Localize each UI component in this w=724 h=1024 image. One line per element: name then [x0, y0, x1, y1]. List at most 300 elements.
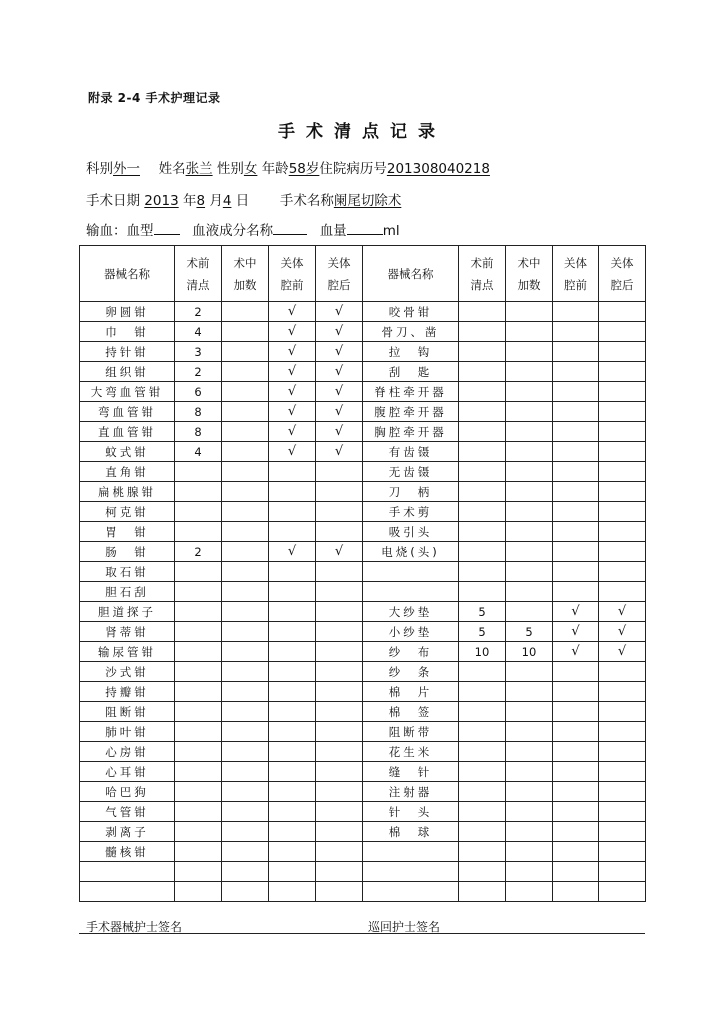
right-name-cell: 纱 布 — [363, 642, 459, 662]
component-blank — [273, 222, 307, 235]
left-mid-add-cell — [222, 482, 269, 502]
left-after-close-cell — [316, 742, 363, 762]
left-before-close-cell — [269, 462, 316, 482]
left-pre-count-cell: 6 — [175, 382, 222, 402]
table-row — [80, 542, 646, 562]
left-name-cell: 肾蒂钳 — [80, 622, 175, 642]
left-after-close-cell — [316, 502, 363, 522]
left-pre-count-cell — [175, 702, 222, 722]
header-after-close-right: 关体 腔后 — [599, 246, 646, 302]
left-before-close-cell: √ — [269, 322, 316, 342]
right-before-close-cell — [553, 802, 599, 822]
right-after-close-cell — [599, 362, 646, 382]
table-row — [80, 582, 646, 602]
right-name-cell: 有齿镊 — [363, 442, 459, 462]
record-label: 住院病历号 — [319, 161, 387, 177]
table-row — [80, 482, 646, 502]
right-mid-add-cell — [506, 742, 553, 762]
right-after-close-cell: √ — [599, 622, 646, 642]
left-after-close-cell — [316, 462, 363, 482]
right-before-close-cell — [553, 542, 599, 562]
header-mid-add: 术中 加数 — [222, 246, 269, 302]
left-before-close-cell — [269, 782, 316, 802]
right-after-close-cell — [599, 562, 646, 582]
table-row — [80, 882, 646, 902]
right-name-cell: 无齿镊 — [363, 462, 459, 482]
right-before-close-cell — [553, 862, 599, 882]
right-name-cell: 拉 钩 — [363, 342, 459, 362]
right-before-close-cell — [553, 522, 599, 542]
volume-label: 血量 — [319, 223, 347, 239]
left-after-close-cell — [316, 662, 363, 682]
left-mid-add-cell — [222, 502, 269, 522]
header-instrument-name: 器械名称 — [80, 246, 175, 302]
left-after-close-cell — [316, 822, 363, 842]
day-label: 日 — [235, 193, 250, 209]
right-after-close-cell — [599, 302, 646, 322]
right-mid-add-cell — [506, 842, 553, 862]
left-mid-add-cell — [222, 682, 269, 702]
left-pre-count-cell — [175, 602, 222, 622]
right-pre-count-cell — [459, 482, 506, 502]
date-day: 4 — [222, 193, 232, 209]
right-after-close-cell: √ — [599, 642, 646, 662]
left-name-cell: 肺叶钳 — [80, 722, 175, 742]
left-mid-add-cell — [222, 382, 269, 402]
left-pre-count-cell: 4 — [175, 322, 222, 342]
right-pre-count-cell — [459, 742, 506, 762]
surgery-value: 阑尾切除术 — [333, 193, 402, 209]
right-before-close-cell — [553, 822, 599, 842]
right-pre-count-cell — [459, 662, 506, 682]
date-label: 手术日期 — [86, 193, 140, 209]
right-pre-count-cell — [459, 502, 506, 522]
page-title: 手术清点记录 — [278, 122, 446, 142]
table-row — [80, 322, 646, 342]
right-mid-add-cell: 10 — [506, 642, 553, 662]
right-after-close-cell — [599, 322, 646, 342]
left-after-close-cell: √ — [316, 382, 363, 402]
left-name-cell: 剥离子 — [80, 822, 175, 842]
surgery-label: 手术名称 — [279, 193, 334, 209]
right-before-close-cell: √ — [553, 622, 599, 642]
left-after-close-cell: √ — [316, 442, 363, 462]
left-pre-count-cell — [175, 762, 222, 782]
volume-blank — [347, 222, 383, 235]
instrument-count-table — [79, 245, 646, 902]
name-value: 张兰 — [185, 161, 213, 177]
right-after-close-cell — [599, 482, 646, 502]
left-pre-count-cell: 8 — [175, 422, 222, 442]
right-before-close-cell — [553, 442, 599, 462]
right-mid-add-cell — [506, 702, 553, 722]
right-mid-add-cell — [506, 522, 553, 542]
left-name-cell: 沙式钳 — [80, 662, 175, 682]
right-mid-add-cell: 5 — [506, 622, 553, 642]
left-name-cell: 直角钳 — [80, 462, 175, 482]
right-pre-count-cell — [459, 322, 506, 342]
left-name-cell: 巾 钳 — [80, 322, 175, 342]
table-row — [80, 822, 646, 842]
left-after-close-cell: √ — [316, 322, 363, 342]
right-after-close-cell — [599, 862, 646, 882]
left-before-close-cell — [269, 702, 316, 722]
left-after-close-cell — [316, 782, 363, 802]
left-pre-count-cell — [175, 882, 222, 902]
left-before-close-cell: √ — [269, 302, 316, 322]
left-before-close-cell: √ — [269, 382, 316, 402]
right-before-close-cell — [553, 702, 599, 722]
table-row — [80, 402, 646, 422]
header-after-close: 关体 腔后 — [316, 246, 363, 302]
left-mid-add-cell — [222, 422, 269, 442]
header-pre-count: 术前 清点 — [175, 246, 222, 302]
right-after-close-cell — [599, 842, 646, 862]
left-name-cell — [80, 882, 175, 902]
sex-value: 女 — [243, 161, 258, 177]
left-before-close-cell: √ — [269, 542, 316, 562]
right-after-close-cell — [599, 522, 646, 542]
sex-label: 性别 — [216, 161, 244, 177]
left-pre-count-cell — [175, 642, 222, 662]
left-mid-add-cell — [222, 802, 269, 822]
left-name-cell: 弯血管钳 — [80, 402, 175, 422]
right-before-close-cell — [553, 382, 599, 402]
left-before-close-cell: √ — [269, 422, 316, 442]
left-before-close-cell — [269, 562, 316, 582]
age-value: 58岁 — [288, 161, 320, 177]
left-pre-count-cell — [175, 522, 222, 542]
right-pre-count-cell — [459, 722, 506, 742]
right-pre-count-cell — [459, 862, 506, 882]
left-after-close-cell — [316, 602, 363, 622]
left-mid-add-cell — [222, 402, 269, 422]
header-before-close-right: 关体 腔前 — [553, 246, 599, 302]
table-row — [80, 702, 646, 722]
right-before-close-cell — [553, 422, 599, 442]
left-name-cell: 心房钳 — [80, 742, 175, 762]
table-row — [80, 842, 646, 862]
right-pre-count-cell — [459, 782, 506, 802]
right-name-cell: 棉 片 — [363, 682, 459, 702]
left-pre-count-cell — [175, 682, 222, 702]
right-pre-count-cell — [459, 542, 506, 562]
left-name-cell: 胆道探子 — [80, 602, 175, 622]
left-mid-add-cell — [222, 662, 269, 682]
right-name-cell: 刀 柄 — [363, 482, 459, 502]
right-name-cell: 脊柱牵开器 — [363, 382, 459, 402]
right-before-close-cell — [553, 482, 599, 502]
left-after-close-cell: √ — [316, 542, 363, 562]
name-label: 姓名 — [158, 161, 186, 177]
left-name-cell: 阻断钳 — [80, 702, 175, 722]
left-mid-add-cell — [222, 462, 269, 482]
left-before-close-cell: √ — [269, 362, 316, 382]
right-mid-add-cell — [506, 582, 553, 602]
right-name-cell: 棉 签 — [363, 702, 459, 722]
table-header-row — [80, 246, 646, 302]
left-name-cell: 大弯血管钳 — [80, 382, 175, 402]
table-row — [80, 362, 646, 382]
right-name-cell — [363, 562, 459, 582]
left-after-close-cell — [316, 682, 363, 702]
left-mid-add-cell — [222, 522, 269, 542]
left-pre-count-cell — [175, 562, 222, 582]
component-label: 血液成分名称 — [192, 223, 274, 239]
right-before-close-cell — [553, 582, 599, 602]
right-pre-count-cell — [459, 682, 506, 702]
right-mid-add-cell — [506, 682, 553, 702]
volume-unit: ml — [382, 223, 400, 239]
left-pre-count-cell — [175, 502, 222, 522]
right-after-close-cell — [599, 722, 646, 742]
left-pre-count-cell: 2 — [175, 542, 222, 562]
right-after-close-cell — [599, 762, 646, 782]
left-pre-count-cell — [175, 462, 222, 482]
right-after-close-cell — [599, 462, 646, 482]
table-row — [80, 302, 646, 322]
left-before-close-cell — [269, 842, 316, 862]
table-row — [80, 802, 646, 822]
right-after-close-cell — [599, 422, 646, 442]
right-name-cell: 胸腔牵开器 — [363, 422, 459, 442]
right-before-close-cell — [553, 782, 599, 802]
left-mid-add-cell — [222, 882, 269, 902]
table-row — [80, 562, 646, 582]
right-after-close-cell — [599, 382, 646, 402]
right-pre-count-cell — [459, 362, 506, 382]
left-name-cell: 取石钳 — [80, 562, 175, 582]
right-pre-count-cell: 5 — [459, 622, 506, 642]
footer-rule — [79, 933, 645, 934]
left-after-close-cell — [316, 882, 363, 902]
year-label: 年 — [182, 193, 197, 209]
left-name-cell: 组织钳 — [80, 362, 175, 382]
right-after-close-cell — [599, 682, 646, 702]
right-name-cell: 刮 匙 — [363, 362, 459, 382]
right-before-close-cell — [553, 362, 599, 382]
left-before-close-cell — [269, 642, 316, 662]
left-name-cell: 肠 钳 — [80, 542, 175, 562]
right-mid-add-cell — [506, 502, 553, 522]
right-before-close-cell — [553, 562, 599, 582]
right-before-close-cell — [553, 402, 599, 422]
right-mid-add-cell — [506, 782, 553, 802]
right-mid-add-cell — [506, 862, 553, 882]
right-pre-count-cell — [459, 422, 506, 442]
right-name-cell — [363, 882, 459, 902]
left-after-close-cell — [316, 702, 363, 722]
left-after-close-cell — [316, 762, 363, 782]
left-mid-add-cell — [222, 602, 269, 622]
left-mid-add-cell — [222, 442, 269, 462]
left-name-cell: 心耳钳 — [80, 762, 175, 782]
right-before-close-cell — [553, 662, 599, 682]
left-pre-count-cell: 8 — [175, 402, 222, 422]
table-row — [80, 682, 646, 702]
left-mid-add-cell — [222, 342, 269, 362]
right-name-cell: 吸引头 — [363, 522, 459, 542]
right-name-cell: 咬骨钳 — [363, 302, 459, 322]
left-after-close-cell: √ — [316, 302, 363, 322]
right-pre-count-cell — [459, 342, 506, 362]
right-pre-count-cell — [459, 802, 506, 822]
left-pre-count-cell: 2 — [175, 362, 222, 382]
left-mid-add-cell — [222, 642, 269, 662]
right-mid-add-cell — [506, 402, 553, 422]
right-name-cell: 注射器 — [363, 782, 459, 802]
left-mid-add-cell — [222, 702, 269, 722]
left-before-close-cell — [269, 762, 316, 782]
right-before-close-cell: √ — [553, 642, 599, 662]
left-before-close-cell — [269, 622, 316, 642]
circulating-nurse-signature-label: 巡回护士签名 — [368, 920, 441, 934]
right-pre-count-cell: 5 — [459, 602, 506, 622]
right-before-close-cell — [553, 882, 599, 902]
left-mid-add-cell — [222, 302, 269, 322]
right-after-close-cell — [599, 802, 646, 822]
surgery-info-line — [86, 189, 401, 209]
table-row — [80, 642, 646, 662]
left-pre-count-cell — [175, 582, 222, 602]
left-mid-add-cell — [222, 362, 269, 382]
left-name-cell: 直血管钳 — [80, 422, 175, 442]
left-after-close-cell — [316, 722, 363, 742]
header-pre-count-right: 术前 清点 — [459, 246, 506, 302]
right-after-close-cell — [599, 402, 646, 422]
right-pre-count-cell — [459, 582, 506, 602]
left-name-cell: 蚊式钳 — [80, 442, 175, 462]
left-before-close-cell — [269, 482, 316, 502]
left-mid-add-cell — [222, 762, 269, 782]
right-name-cell — [363, 862, 459, 882]
right-after-close-cell — [599, 822, 646, 842]
left-mid-add-cell — [222, 622, 269, 642]
right-name-cell: 电烧(头) — [363, 542, 459, 562]
right-before-close-cell — [553, 682, 599, 702]
header-before-close: 关体 腔前 — [269, 246, 316, 302]
right-after-close-cell — [599, 502, 646, 522]
transfusion-line — [86, 219, 400, 239]
right-name-cell — [363, 842, 459, 862]
right-name-cell: 大纱垫 — [363, 602, 459, 622]
dept-label: 科别 — [86, 161, 113, 177]
right-pre-count-cell — [459, 442, 506, 462]
right-before-close-cell — [553, 322, 599, 342]
left-after-close-cell: √ — [316, 362, 363, 382]
table-row — [80, 342, 646, 362]
dept-value: 外一 — [113, 161, 140, 177]
right-pre-count-cell — [459, 822, 506, 842]
left-pre-count-cell — [175, 782, 222, 802]
left-pre-count-cell — [175, 842, 222, 862]
left-pre-count-cell — [175, 482, 222, 502]
left-name-cell: 哈巴狗 — [80, 782, 175, 802]
right-mid-add-cell — [506, 422, 553, 442]
right-pre-count-cell — [459, 302, 506, 322]
right-after-close-cell — [599, 582, 646, 602]
left-pre-count-cell — [175, 742, 222, 762]
left-pre-count-cell — [175, 862, 222, 882]
left-after-close-cell — [316, 582, 363, 602]
table-row — [80, 742, 646, 762]
left-before-close-cell — [269, 862, 316, 882]
table-row — [80, 622, 646, 642]
left-name-cell: 气管钳 — [80, 802, 175, 822]
right-pre-count-cell — [459, 462, 506, 482]
right-mid-add-cell — [506, 342, 553, 362]
left-before-close-cell — [269, 882, 316, 902]
table-row — [80, 662, 646, 682]
left-mid-add-cell — [222, 742, 269, 762]
right-name-cell: 针 头 — [363, 802, 459, 822]
right-name-cell: 缝 针 — [363, 762, 459, 782]
left-name-cell: 髓核钳 — [80, 842, 175, 862]
right-before-close-cell — [553, 342, 599, 362]
table-row — [80, 422, 646, 442]
left-mid-add-cell — [222, 782, 269, 802]
right-mid-add-cell — [506, 442, 553, 462]
right-before-close-cell — [553, 502, 599, 522]
right-mid-add-cell — [506, 362, 553, 382]
right-mid-add-cell — [506, 882, 553, 902]
table-row — [80, 462, 646, 482]
left-pre-count-cell — [175, 822, 222, 842]
instrument-nurse-signature-label: 手术器械护士签名 — [86, 920, 183, 934]
right-pre-count-cell — [459, 762, 506, 782]
left-after-close-cell — [316, 482, 363, 502]
left-before-close-cell: √ — [269, 442, 316, 462]
table-row — [80, 502, 646, 522]
appendix-label: 附录 2-4 手术护理记录 — [88, 91, 221, 105]
left-name-cell: 持瓣钳 — [80, 682, 175, 702]
transfusion-label: 输血：血型 — [86, 223, 154, 239]
right-name-cell: 手术剪 — [363, 502, 459, 522]
left-after-close-cell — [316, 862, 363, 882]
left-before-close-cell — [269, 522, 316, 542]
left-after-close-cell: √ — [316, 402, 363, 422]
left-pre-count-cell — [175, 722, 222, 742]
right-after-close-cell — [599, 782, 646, 802]
right-after-close-cell — [599, 342, 646, 362]
right-mid-add-cell — [506, 462, 553, 482]
left-before-close-cell: √ — [269, 342, 316, 362]
header-mid-add-right: 术中 加数 — [506, 246, 553, 302]
left-pre-count-cell — [175, 622, 222, 642]
right-before-close-cell — [553, 722, 599, 742]
left-name-cell: 胆石刮 — [80, 582, 175, 602]
right-mid-add-cell — [506, 542, 553, 562]
right-after-close-cell — [599, 742, 646, 762]
right-pre-count-cell — [459, 702, 506, 722]
left-mid-add-cell — [222, 542, 269, 562]
blood-type-blank — [154, 222, 180, 235]
right-pre-count-cell — [459, 562, 506, 582]
right-pre-count-cell — [459, 402, 506, 422]
left-before-close-cell — [269, 502, 316, 522]
right-name-cell: 骨刀、凿 — [363, 322, 459, 342]
right-pre-count-cell — [459, 842, 506, 862]
right-mid-add-cell — [506, 662, 553, 682]
right-after-close-cell — [599, 542, 646, 562]
left-mid-add-cell — [222, 822, 269, 842]
table-row — [80, 382, 646, 402]
right-name-cell — [363, 582, 459, 602]
left-mid-add-cell — [222, 582, 269, 602]
left-pre-count-cell — [175, 662, 222, 682]
left-mid-add-cell — [222, 842, 269, 862]
right-name-cell: 腹腔牵开器 — [363, 402, 459, 422]
